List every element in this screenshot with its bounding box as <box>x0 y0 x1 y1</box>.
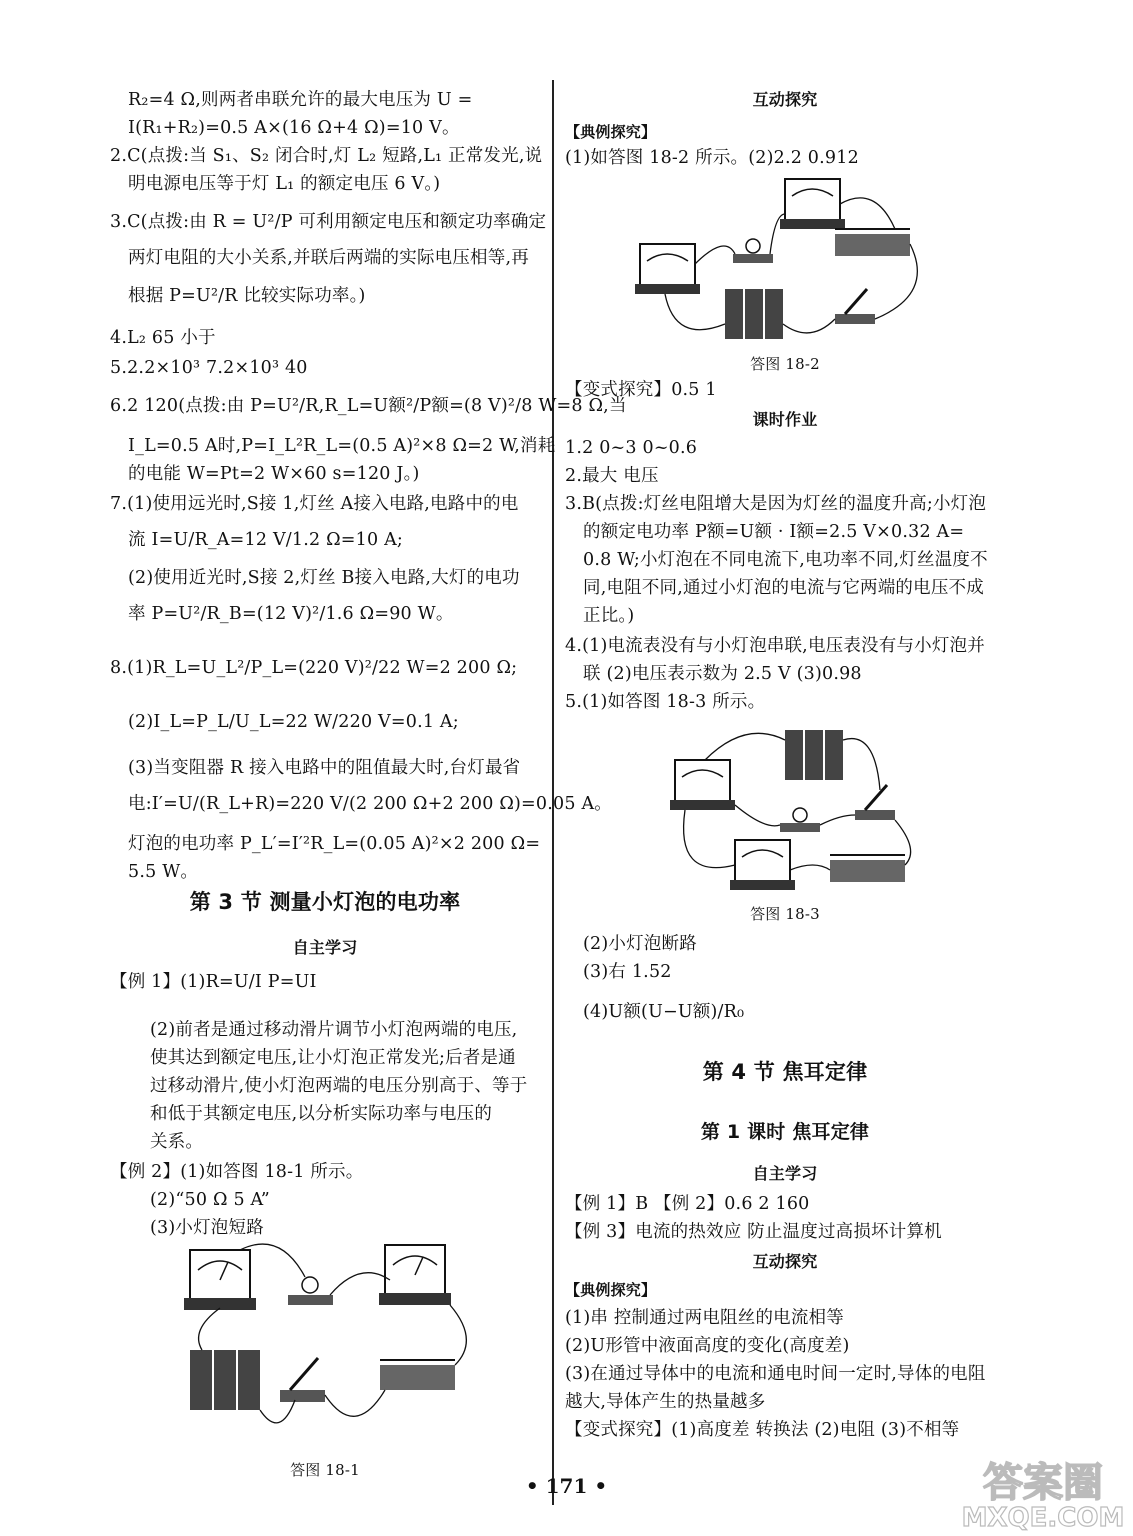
answer-line: R₂=4 Ω,则两者串联允许的最大电压为 U = <box>128 90 473 110</box>
answer-line: (3)小灯泡短路 <box>150 1218 264 1238</box>
answer-line: 过移动滑片,使小灯泡两端的电压分别高于、等于 <box>150 1076 528 1096</box>
answer-line: (2)“50 Ω 5 A” <box>150 1190 270 1210</box>
answer-line: 【例 3】电流的热效应 防止温度过高损坏计算机 <box>565 1222 942 1242</box>
answer-line: 根据 P=U²/R 比较实际功率。) <box>128 286 366 306</box>
answer-line: 5.5 W。 <box>128 862 199 882</box>
answer-line: 流 I=U/R_A=12 V/1.2 Ω=10 A; <box>128 530 404 550</box>
answer-line: 2.最大 电压 <box>565 466 659 486</box>
battery-icon <box>725 289 783 339</box>
watermark-logo <box>958 1452 1128 1534</box>
answer-line: (3)右 1.52 <box>583 962 672 982</box>
switch-icon <box>835 289 875 324</box>
battery-icon <box>785 730 843 780</box>
bulb-icon <box>733 239 773 263</box>
voltmeter-icon <box>780 179 845 229</box>
section-title-3: 第 3 节 测量小灯泡的电功率 <box>189 890 461 914</box>
section-title-4: 第 4 节 焦耳定律 <box>702 1060 868 1084</box>
answer-line: (4)U额(U−U额)/R₀ <box>583 1002 745 1022</box>
typical-answer-1: (1)如答图 18-2 所示。(2)2.2 0.912 <box>565 148 859 168</box>
answer-line: 4.L₂ 65 小于 <box>110 328 216 348</box>
answer-line: 率 P=U²/R_B=(12 V)²/1.6 Ω=90 W。 <box>128 604 454 624</box>
self-study-heading-2: 自主学习 <box>752 1164 818 1183</box>
answer-line: 两灯电阻的大小关系,并联后两端的实际电压相等,再 <box>128 248 529 268</box>
answer-line: (2)U形管中液面高度的变化(高度差) <box>565 1336 850 1356</box>
bulb-icon <box>288 1277 333 1305</box>
answer-line: 同,电阻不同,通过小灯泡的电流与它两端的电压不成 <box>583 578 984 598</box>
answer-line: I(R₁+R₂)=0.5 A×(16 Ω+4 Ω)=10 V。 <box>128 118 460 138</box>
battery-icon <box>190 1350 260 1410</box>
answer-line: 越大,导体产生的热量越多 <box>565 1392 766 1412</box>
answer-line: I_L=0.5 A时,P=I_L²R_L=(0.5 A)²×8 Ω=2 W,消耗 <box>128 436 556 456</box>
typical-example-tag: 【典例探究】 <box>565 123 657 141</box>
answer-line: (2)使用近光时,S接 2,灯丝 B接入电路,大灯的电功 <box>128 568 520 588</box>
answer-line: 使其达到额定电压,让小灯泡正常发光;后者是通 <box>150 1048 516 1068</box>
answer-line: 8.(1)R_L=U_L²/P_L=(220 V)²/22 W=2 200 Ω; <box>110 658 518 678</box>
answer-line: 3.C(点拨:由 R = U²/P 可利用额定电压和额定功率确定 <box>110 212 547 232</box>
answer-line: (1)串 控制通过两电阻丝的电流相等 <box>565 1308 844 1328</box>
answer-line: 4.(1)电流表没有与小灯泡串联,电压表没有与小灯泡并 <box>565 636 985 656</box>
circuit-figure-18-3 <box>665 720 925 900</box>
answer-line: 3.B(点拨:灯丝电阻增大是因为灯丝的温度升高;小灯泡 <box>565 494 987 514</box>
answer-line: (3)当变阻器 R 接入电路中的阻值最大时,台灯最省 <box>128 758 521 778</box>
answer-line: 5.2.2×10³ 7.2×10³ 40 <box>110 358 308 378</box>
svg-text:答案圈: 答案圈 <box>983 1460 1103 1506</box>
answer-line: (2)I_L=P_L/U_L=22 W/220 V=0.1 A; <box>128 712 459 732</box>
rheostat-icon <box>835 229 910 256</box>
answer-line: 1.2 0~3 0~0.6 <box>565 438 698 458</box>
circuit-figure-18-2 <box>635 174 935 349</box>
switch-icon <box>280 1358 325 1402</box>
answer-line: 【例 1】(1)R=U/I P=UI <box>110 972 317 992</box>
svg-text:MXQE.COM: MXQE.COM <box>961 1503 1125 1533</box>
answer-line: 【例 1】B 【例 2】0.6 2 160 <box>565 1194 810 1214</box>
answer-line: 的额定电功率 P额=U额 · I额=2.5 V×0.32 A= <box>583 522 965 542</box>
ammeter-icon <box>184 1250 256 1310</box>
variant-answer-1: 【变式探究】0.5 1 <box>565 380 717 400</box>
answer-line: 灯泡的电功率 P_L′=I′²R_L=(0.05 A)²×2 200 Ω= <box>128 834 541 854</box>
typical-example-tag-2: 【典例探究】 <box>565 1281 657 1299</box>
rheostat-icon <box>380 1360 455 1390</box>
voltmeter-icon <box>379 1245 451 1305</box>
answer-line: 【例 2】(1)如答图 18-1 所示。 <box>110 1162 364 1182</box>
circuit-figure-18-1 <box>180 1240 480 1450</box>
answer-line: 2.C(点拨:当 S₁、S₂ 闭合时,灯 L₂ 短路,L₁ 正常发光,说 <box>110 146 543 166</box>
answer-line: 关系。 <box>150 1132 204 1152</box>
answer-line: 正比。) <box>583 606 635 626</box>
answer-line: (2)小灯泡断路 <box>583 934 697 954</box>
homework-heading: 课时作业 <box>752 410 818 429</box>
answer-line: 的电能 W=Pt=2 W×60 s=120 J。) <box>128 464 420 484</box>
answer-line: 和低于其额定电压,以分析实际功率与电压的 <box>150 1104 493 1124</box>
voltmeter-icon <box>730 840 795 890</box>
figure-caption-18-2: 答图 18-2 <box>750 355 820 373</box>
interactive-heading: 互动探究 <box>752 90 818 109</box>
bulb-icon <box>780 808 820 832</box>
answer-line: (3)在通过导体中的电流和通电时间一定时,导体的电阻 <box>565 1364 986 1384</box>
self-study-heading: 自主学习 <box>292 938 358 957</box>
ammeter-icon <box>635 244 700 294</box>
figure-caption-18-1: 答图 18-1 <box>290 1461 360 1479</box>
lesson-title: 第 1 课时 焦耳定律 <box>700 1121 870 1143</box>
rheostat-icon <box>830 855 905 882</box>
answer-line: 明电源电压等于灯 L₁ 的额定电压 6 V。) <box>128 174 441 194</box>
ammeter-icon <box>670 760 735 810</box>
answer-line: 7.(1)使用远光时,S接 1,灯丝 A接入电路,电路中的电 <box>110 494 519 514</box>
page-number: • 171 • <box>525 1474 608 1498</box>
answer-line: 电:I′=U/(R_L+R)=220 V/(2 200 Ω+2 200 Ω)=0.05 A。 <box>128 794 612 814</box>
answer-line: 0.8 W;小灯泡在不同电流下,电功率不同,灯丝温度不 <box>583 550 988 570</box>
answer-line: (2)前者是通过移动滑片调节小灯泡两端的电压, <box>150 1020 518 1040</box>
switch-icon <box>855 785 895 820</box>
answer-line: 6.2 120(点拨:由 P=U²/R,R_L=U额²/P额=(8 V)²/8 W=8 Ω,当 <box>110 396 627 416</box>
answer-line: 【变式探究】(1)高度差 转换法 (2)电阻 (3)不相等 <box>565 1420 960 1440</box>
answer-line: 5.(1)如答图 18-3 所示。 <box>565 692 766 712</box>
figure-caption-18-3: 答图 18-3 <box>750 905 820 923</box>
interactive-heading-2: 互动探究 <box>752 1252 818 1271</box>
answer-line: 联 (2)电压表示数为 2.5 V (3)0.98 <box>583 664 862 684</box>
